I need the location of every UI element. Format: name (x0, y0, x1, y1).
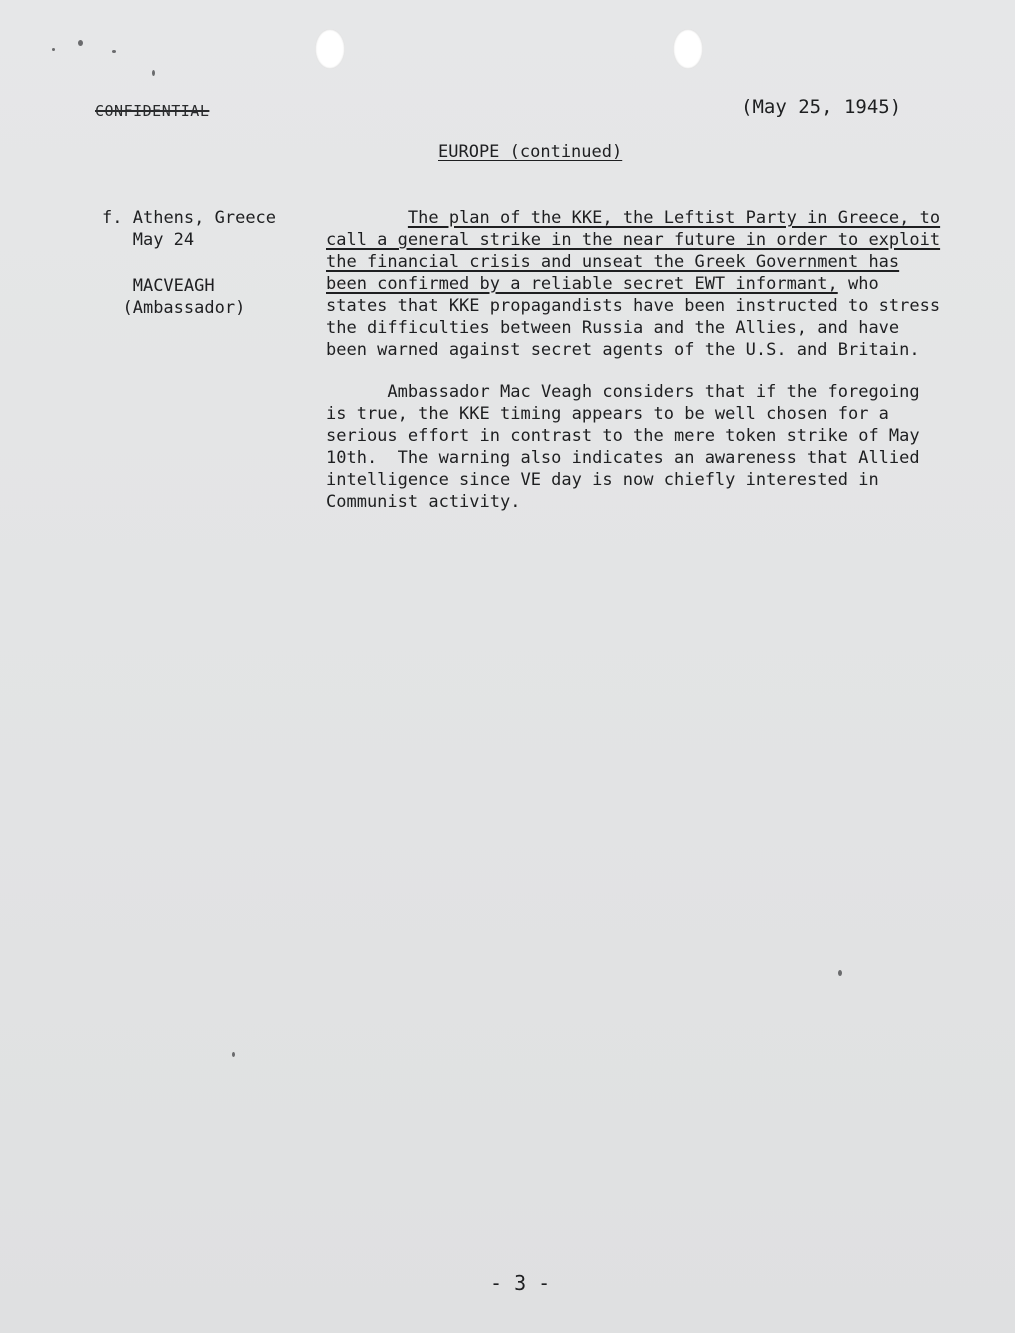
paragraph-2-line: intelligence since VE day is now chiefly interested in (326, 470, 879, 490)
paper-speck (112, 50, 116, 53)
paragraph-2-line: is true, the KKE timing appears to be well chosen for a (326, 404, 889, 424)
paragraph-1-line: the difficulties between Russia and the Allies, and have (326, 318, 900, 338)
entry-author-title-line (102, 297, 276, 319)
paper-speck (838, 970, 842, 976)
section-heading: EUROPE (continued) (438, 142, 623, 162)
classification-marking-struck: CONFIDENTIAL (95, 102, 210, 120)
paragraph-1-line: been warned against secret agents of the U.S. and Britain. (326, 340, 920, 360)
punch-hole (315, 29, 345, 69)
paper-speck (232, 1052, 235, 1057)
paper-speck (78, 40, 83, 46)
entry-location-line (102, 207, 276, 229)
paragraph-1-line: call a general strike in the near future in order to exploit (326, 230, 941, 250)
entry-author-line (102, 275, 276, 297)
entry-location: Athens, Greece (132, 208, 277, 228)
paragraph-2-line: 10th. The warning also indicates an awareness that Allied (326, 448, 920, 468)
paragraph-1 (326, 207, 976, 361)
paragraph-2-line: Communist activity. (326, 492, 521, 512)
entry-marker: f. (102, 208, 123, 228)
paragraph-2-line: serious effort in contrast to the mere token strike of May (326, 426, 920, 446)
paragraph-2-line: Ambassador Mac Veagh considers that if the foregoing (387, 382, 920, 402)
entry-body (326, 207, 976, 513)
entry-author: MACVEAGH (132, 276, 215, 296)
entry-source (102, 207, 276, 319)
entry-date: May 24 (132, 230, 195, 250)
paragraph-1-line: been confirmed by a reliable secret EWT informant, who (326, 274, 879, 294)
document-date: (May 25, 1945) (741, 96, 902, 118)
paragraph-2 (326, 381, 976, 513)
paragraph-1-line: The plan of the KKE, the Leftist Party in Greece, to (407, 208, 941, 228)
page-number: - 3 - (490, 1271, 551, 1295)
paper-speck (152, 70, 155, 76)
entry-author-title: (Ambassador) (122, 298, 246, 318)
entry-date-line (102, 229, 276, 251)
punch-hole (673, 29, 703, 69)
paragraph-1-line: states that KKE propagandists have been instructed to stress (326, 296, 941, 316)
paragraph-1-line: the financial crisis and unseat the Greek Government has (326, 252, 900, 272)
paper-speck (52, 48, 55, 51)
